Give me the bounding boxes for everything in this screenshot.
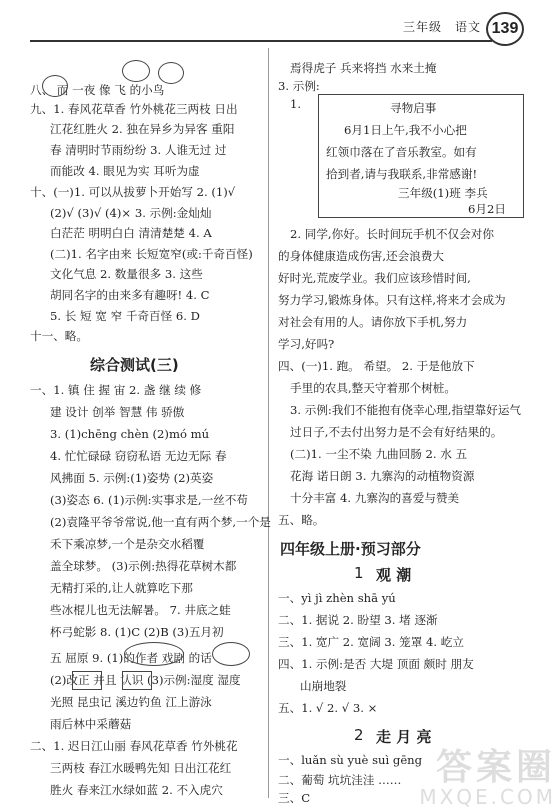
handwritten-circle bbox=[212, 642, 250, 666]
answer-line: 好时光,荒废学业。我们应该珍惜时间, bbox=[278, 271, 471, 285]
answer-line: 建 设计 创举 智慧 伟 骄傲 bbox=[50, 405, 185, 419]
lesson-title: 走 月 亮 bbox=[376, 728, 432, 746]
answer-line: 5. 长 短 宽 窄 千奇百怪 6. D bbox=[50, 309, 200, 323]
notice-line: 拾到者,请与我联系,非常感谢! bbox=[326, 167, 478, 181]
answer-line: 花海 诺日朗 3. 九寨沟的动植物资源 bbox=[290, 469, 475, 483]
answer-line: 一、luǎn sù yuè suì gēng bbox=[278, 753, 423, 767]
answer-line: 光照 昆虫记 溪边钓鱼 江上游泳 bbox=[50, 695, 212, 709]
answer-line: 二、葡萄 坑坑洼洼 …… bbox=[278, 773, 402, 787]
handwritten-box bbox=[72, 671, 102, 690]
answer-line: 无精打采的,让人就算吃下那 bbox=[50, 581, 193, 595]
answer-line: (2)改正 并且 认识 (3)示例:湿度 湿度 bbox=[50, 673, 241, 687]
answer-line: 五 屈原 9. (1)的作者 戏剧 的话 bbox=[50, 651, 212, 665]
answer-line: 春 清明时节雨纷纷 3. 人谁无过 过 bbox=[50, 143, 227, 157]
answer-line: 风拂面 5. 示例:(1)姿势 (2)英姿 bbox=[50, 471, 214, 485]
answer-line: 十分丰富 4. 九寨沟的喜爱与赞美 bbox=[290, 491, 460, 505]
answer-line: 九、1. 春风花草香 竹外桃花三两枝 日出 bbox=[30, 102, 238, 116]
answer-line: 3. 示例: bbox=[278, 79, 320, 93]
lesson-number: 2 bbox=[354, 726, 364, 744]
answer-line: 3. (1)chēng chèn (2)mó mú bbox=[50, 427, 210, 441]
answer-line: 白茫茫 明明白白 清清楚楚 4. A bbox=[50, 226, 212, 240]
answer-line: 四、1. 示例:是否 大堤 顶面 颇时 朋友 bbox=[278, 657, 474, 671]
notice-date: 6月2日 bbox=[468, 202, 506, 216]
answer-line: 三、C bbox=[278, 791, 311, 805]
answer-line: 4. 忙忙碌碌 窃窃私语 无边无际 春 bbox=[50, 449, 227, 463]
column-divider bbox=[268, 48, 269, 798]
answer-line: 2. 同学,你好。长时间玩手机不仅会对你 bbox=[290, 227, 494, 241]
lesson-number: 1 bbox=[354, 564, 364, 582]
answer-line: 四、(一)1. 跑。 希望。 2. 于是他放下 bbox=[278, 359, 475, 373]
watermark-line2: MXQE.COM bbox=[419, 785, 556, 809]
handwritten-circle bbox=[124, 642, 184, 666]
page-header bbox=[0, 0, 560, 42]
header-subject: 语文 bbox=[455, 20, 482, 34]
answer-line: 胡同名字的由来多有趣呀! 4. C bbox=[50, 288, 210, 302]
answer-line: (3)姿态 6. (1)示例:实事求是,一丝不苟 bbox=[50, 493, 248, 507]
watermark-line1: 答案圈 bbox=[435, 747, 556, 788]
handwritten-box bbox=[122, 671, 152, 690]
answer-line: (二)1. 一尘不染 九曲回肠 2. 水 五 bbox=[290, 447, 468, 461]
header-grade: 三年级 bbox=[403, 20, 443, 34]
notice-line: 6月1日上午,我不小心把 bbox=[344, 123, 467, 137]
answer-line: 雨后林中采蘑菇 bbox=[50, 717, 132, 731]
answer-line: 二、1. 迟日江山丽 春风花草香 竹外桃花 bbox=[30, 739, 238, 753]
notice-line: 红领巾落在了音乐教室。如有 bbox=[326, 145, 477, 159]
answer-line: 而能改 4. 眼见为实 耳听为虚 bbox=[50, 164, 200, 178]
answer-line: 文化气息 2. 数量很多 3. 这些 bbox=[50, 267, 203, 281]
answer-line: 二、1. 据说 2. 盼望 3. 堵 逐渐 bbox=[278, 613, 438, 627]
answer-line: 胜火 春来江水绿如蓝 2. 不入虎穴 bbox=[50, 783, 223, 797]
answer-line: 1. bbox=[290, 97, 302, 111]
lesson-title: 观 潮 bbox=[376, 566, 412, 584]
answer-line: 过日子,不去付出努力是不会有好结果的。 bbox=[290, 425, 503, 439]
answer-line: (二)1. 名字由来 长短宽窄(或:千奇百怪) bbox=[50, 247, 253, 261]
answer-line: 一、1. 镇 住 握 宙 2. 盏 继 续 修 bbox=[30, 383, 202, 397]
handwritten-circle bbox=[42, 75, 68, 97]
answer-line: 五、1. √ 2. √ 3. × bbox=[278, 701, 378, 715]
section-heading-zonghe: 综合测试(三) bbox=[90, 356, 179, 374]
answer-line: 五、略。 bbox=[278, 513, 325, 527]
section-heading-preview: 四年级上册·预习部分 bbox=[280, 540, 421, 558]
watermark-logo bbox=[419, 749, 556, 807]
answer-line: 3. 示例:我们不能抱有侥幸心理,指望靠好运气 bbox=[290, 403, 522, 417]
answer-line: 三两枝 春江水暖鸭先知 日出江花红 bbox=[50, 761, 232, 775]
answer-line: 学习,好吗? bbox=[278, 337, 335, 351]
answer-line: (2)√ (3)√ (4)× 3. 示例:金灿灿 bbox=[50, 206, 212, 220]
page-number: 139 bbox=[486, 12, 524, 46]
answer-line: 八、 而 一夜 像 飞 的小鸟 bbox=[30, 83, 165, 97]
notice-signature: 三年级(1)班 李兵 bbox=[398, 186, 488, 200]
notice-title: 寻物启事 bbox=[390, 101, 437, 115]
answer-line: 禾下乘凉梦,一个是杂交水稻覆 bbox=[50, 537, 205, 551]
answer-line: 十一、略。 bbox=[30, 329, 88, 343]
answer-line: 努力学习,锻炼身体。只有这样,将来才会成为 bbox=[278, 293, 506, 307]
answer-line: 杯弓蛇影 8. (1)C (2)B (3)五月初 bbox=[50, 625, 224, 639]
answer-line: 山崩地裂 bbox=[300, 679, 347, 693]
answer-line: 对社会有用的人。请你放下手机,努力 bbox=[278, 315, 468, 329]
answer-line: 焉得虎子 兵来将挡 水来土掩 bbox=[290, 61, 437, 75]
answer-line: 十、(一)1. 可以从拔萝卜开始写 2. (1)√ bbox=[30, 185, 236, 199]
answer-line: 盖全球梦。 (3)示例:热得花草树木都 bbox=[50, 559, 237, 573]
answer-line: 些冰棍儿也无法解暑。 7. 井底之蛙 bbox=[50, 603, 231, 617]
answer-line: (2)袁隆平爷爷常说,他一直有两个梦,一个是 bbox=[50, 515, 271, 529]
answer-line: 手里的农具,整天守着那个树桩。 bbox=[290, 381, 456, 395]
handwritten-circle bbox=[122, 60, 150, 82]
answer-line: 三、1. 宽广 2. 宽阔 3. 笼罩 4. 屹立 bbox=[278, 635, 464, 649]
handwritten-circle bbox=[158, 62, 184, 84]
answer-line: 一、yì jì zhèn shā yú bbox=[278, 591, 396, 605]
answer-line: 的身体健康造成伤害,还会浪费大 bbox=[278, 249, 444, 263]
answer-line: 江花红胜火 2. 独在异乡为异客 重阳 bbox=[50, 122, 235, 136]
header-rule bbox=[30, 40, 492, 42]
